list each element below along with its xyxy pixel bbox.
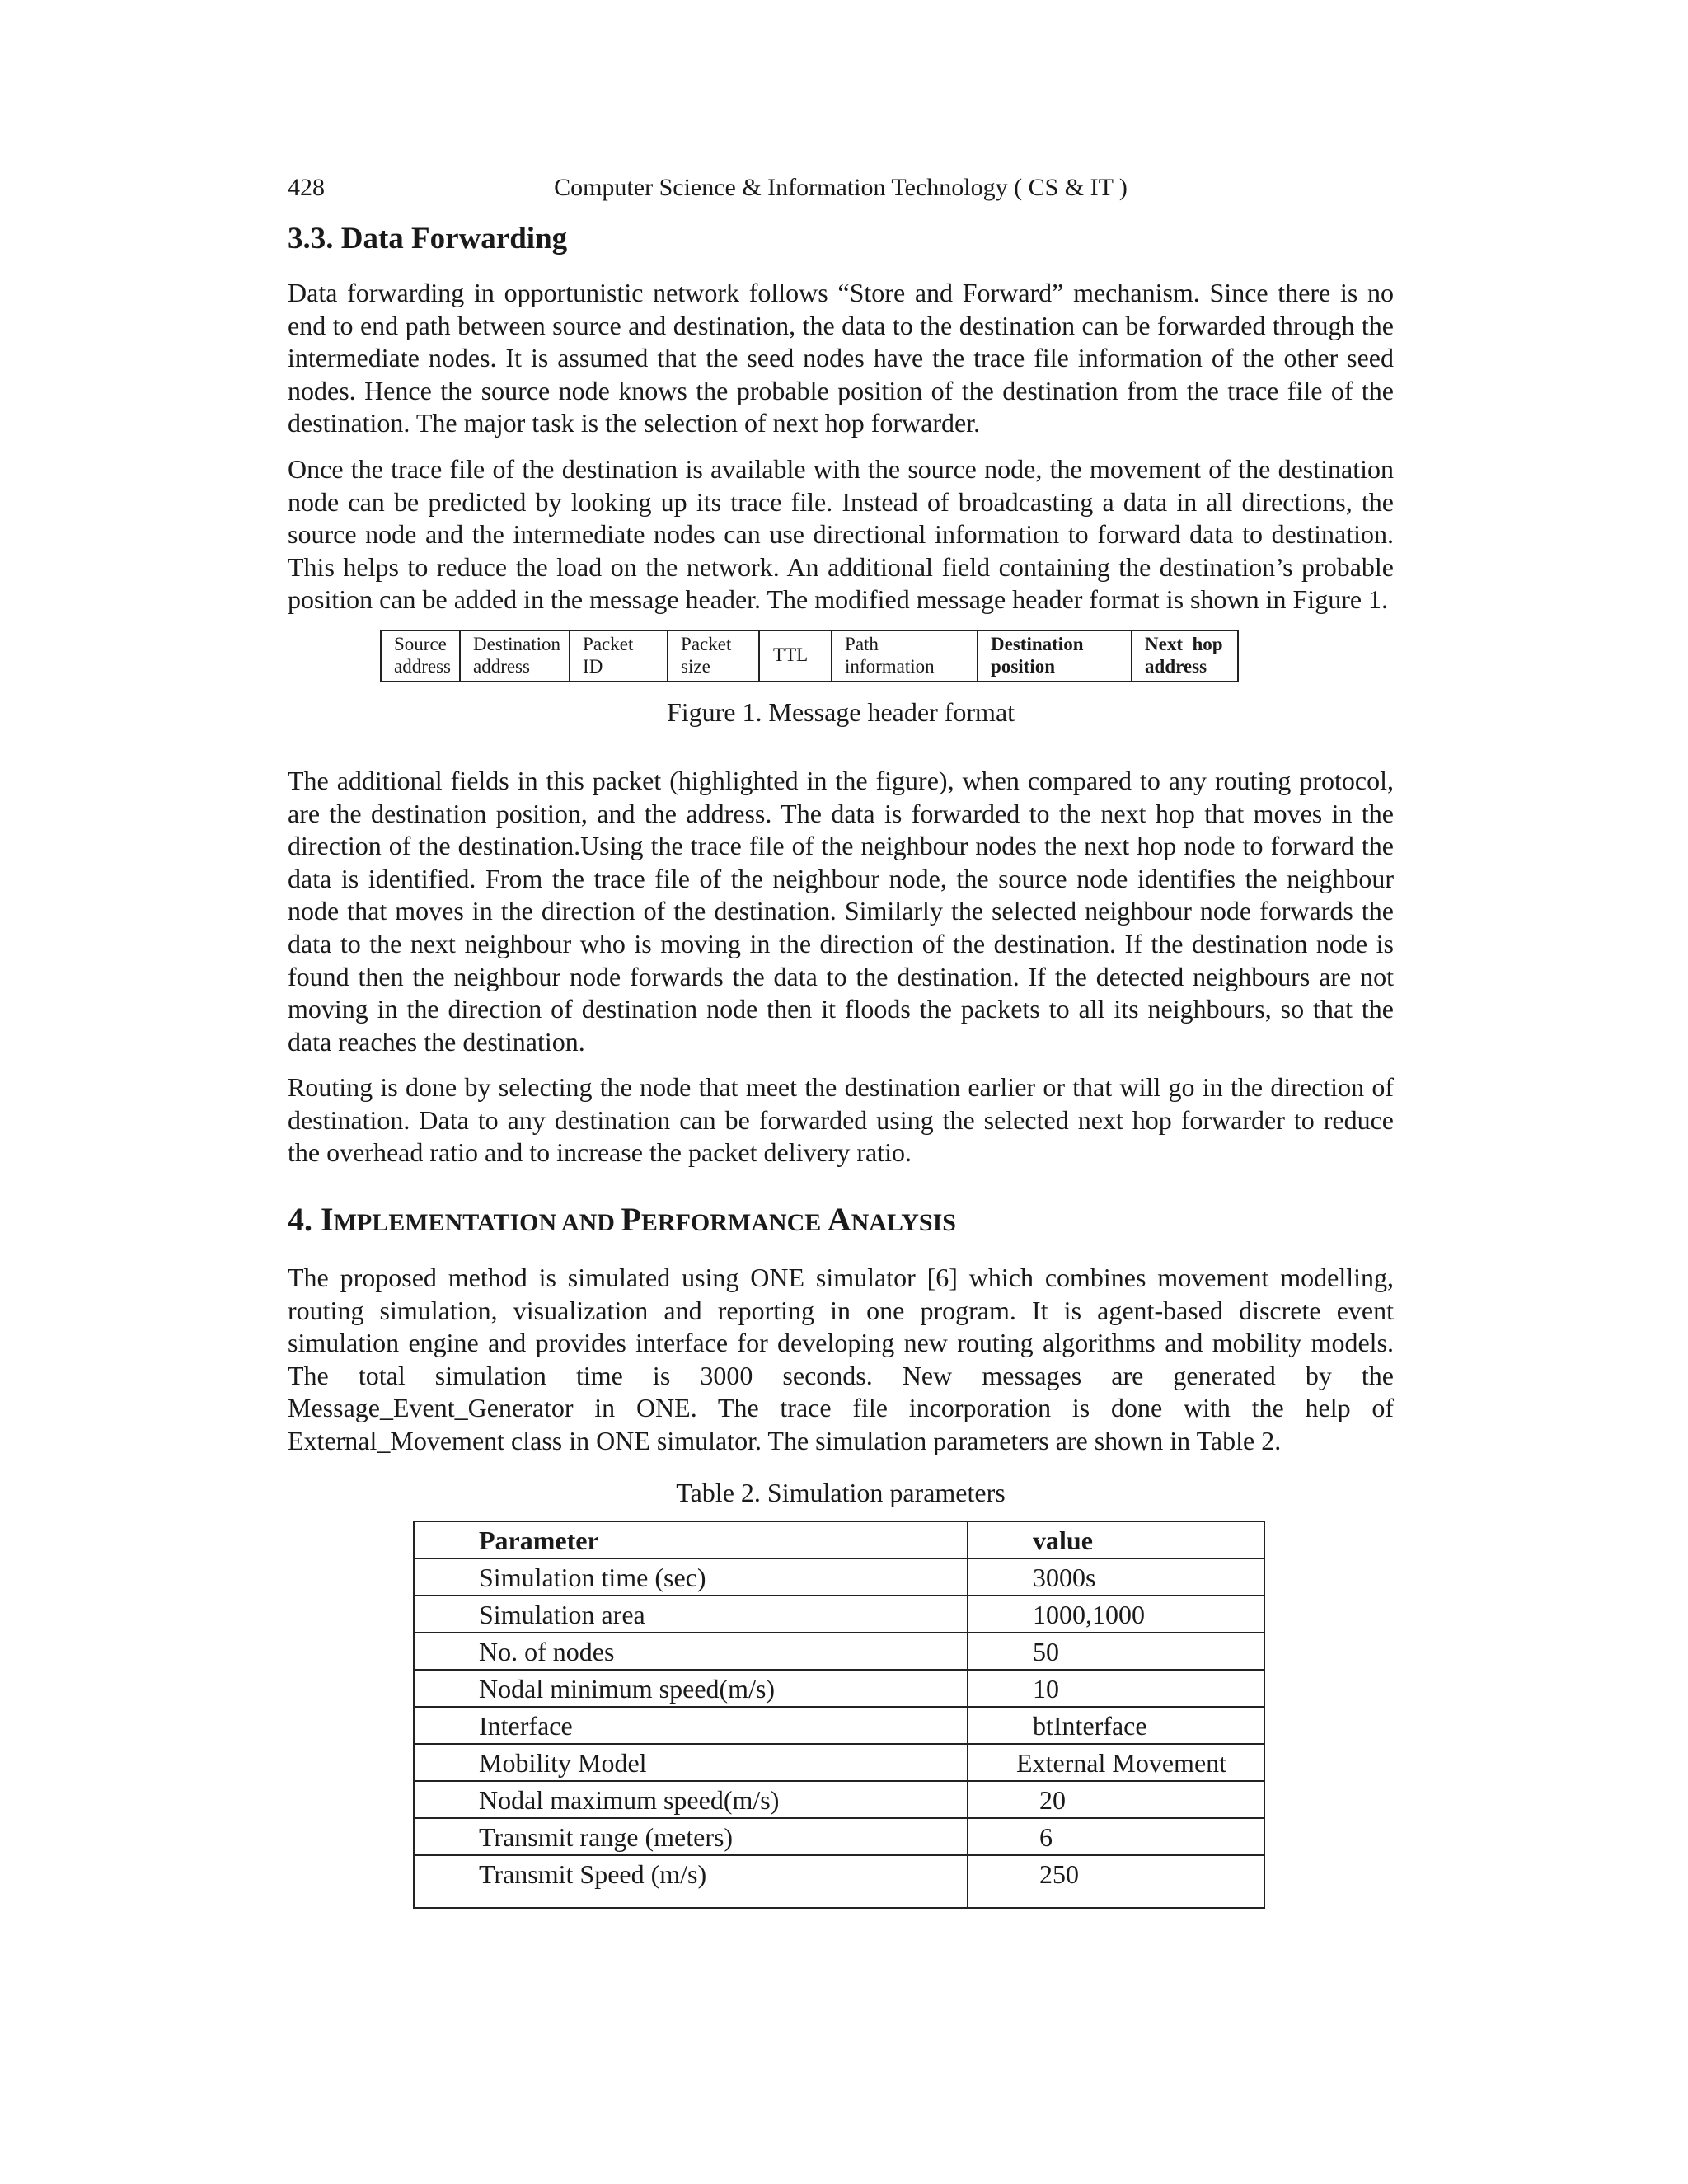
param-name: Simulation time (sec) (414, 1558, 968, 1596)
column-header: value (968, 1521, 1264, 1558)
param-value: 50 (968, 1633, 1264, 1670)
table-row (414, 1781, 1264, 1818)
param-name: Mobility Model (414, 1744, 968, 1781)
param-name: Transmit range (meters) (414, 1818, 968, 1855)
page-number: 428 (288, 174, 325, 201)
header-field: TTL (759, 630, 832, 682)
param-name: Interface (414, 1707, 968, 1744)
page-header (288, 171, 1394, 204)
paragraph: Data forwarding in opportunistic network follows “Store and Forward” mechanism. Since there is no end to end path between source and destination, the data to the destination can be forwarded through the intermediate nodes. It is assumed that the seed nodes have the trace file information of the other seed nodes. Hence the source node knows the probable position of the destination from the trace file of the destination. The major task is the selection of next hop forwarder. (288, 278, 1394, 438)
param-value: 250 (968, 1855, 1264, 1908)
header-field: Path information (832, 630, 978, 682)
header-field: Packet size (668, 630, 759, 682)
param-name: Simulation area (414, 1596, 968, 1633)
journal-title: Computer Science & Information Technology ( CS & IT ) (554, 174, 1128, 201)
paragraph: The additional fields in this packet (highlighted in the figure), when compared to any routing protocol, are the destination position, and the address. The data is forwarded to the next hop that moves in the direction of the destination.Using the trace file of the neighbour nodes the next hop node to forward the data is identified. From the trace file of the neighbour node, the source node identifies the neighbour node that moves in the direction of the destination. Similarly the selected neighbour node forwards the data to the next neighbour who is moving in the direction of the destination. If the destination node is found then the neighbour node forwards the data to the destination. If the detected neighbours are not moving in the direction of destination node then it floods the packets to all its neighbours, so that the data reaches the destination. (288, 765, 1394, 1057)
column-header: Parameter (414, 1521, 968, 1558)
param-name: Nodal minimum speed(m/s) (414, 1670, 968, 1707)
param-value: 1000,1000 (968, 1596, 1264, 1633)
page-content (288, 213, 1394, 1909)
paragraph: Once the trace file of the destination is available with the source node, the movement of the destination node can be predicted by looking up its trace file. Instead of broadcasting a data in all directions, the source node and the intermediate nodes can use directional information to forward data to destination. This helps to reduce the load on the network. An additional field containing the destination’s probable position can be added in the message header. The modified message header format is shown in Figure 1. (288, 453, 1394, 615)
section-4-title: 4. IMPLEMENTATION AND PERFORMANCE ANALYSIS (288, 1201, 956, 1239)
paragraph: The proposed method is simulated using ONE simulator [6] which combines movement modelling, routing simulation, visualization and reporting in one program. It is agent-based discrete event simulation engine and provides interface for developing new routing algorithms and mobility models. The total simulation time is 3000 seconds. New messages are generated by the Message_Event_Generator in ONE. The trace file incorporation is done with the help of External_Movement class in ONE simulator. The simulation parameters are shown in Table 2. (288, 1263, 1394, 1456)
param-value: 10 (968, 1670, 1264, 1707)
message-header-table (380, 630, 1239, 682)
header-field-highlighted: Destination position (978, 630, 1132, 682)
header-field: Packet ID (570, 630, 668, 682)
table-row (414, 1855, 1264, 1908)
table-row (414, 1596, 1264, 1633)
param-name: Transmit Speed (m/s) (414, 1855, 968, 1908)
param-value: 6 (968, 1818, 1264, 1855)
table-row (414, 1670, 1264, 1707)
table-row (414, 1818, 1264, 1855)
header-field: Destination address (460, 630, 570, 682)
header-field-highlighted: Next hop address (1132, 630, 1238, 682)
header-field: Source address (381, 630, 460, 682)
table-2-caption: Table 2. Simulation parameters (676, 1477, 1006, 1507)
table-row (414, 1744, 1264, 1781)
param-name: Nodal maximum speed(m/s) (414, 1781, 968, 1818)
simulation-parameters-table (413, 1521, 1265, 1909)
param-value: 20 (968, 1781, 1264, 1818)
figure-1 (380, 630, 1394, 682)
table-row (414, 1707, 1264, 1744)
param-value: 3000s (968, 1558, 1264, 1596)
section-3-3-title: 3.3. Data Forwarding (288, 222, 568, 255)
figure-1-caption: Figure 1. Message header format (666, 696, 1015, 727)
table-row (414, 1558, 1264, 1596)
param-value: btInterface (968, 1707, 1264, 1744)
paragraph: Routing is done by selecting the node that meet the destination earlier or that will go in the direction of destination. Data to any destination can be forwarded using the selected next hop forwarder to reduce the overhead ratio and to increase the packet delivery ratio. (288, 1072, 1394, 1168)
table-row (414, 1633, 1264, 1670)
param-value: External Movement (968, 1744, 1264, 1781)
param-name: No. of nodes (414, 1633, 968, 1670)
table-header-row (414, 1521, 1264, 1558)
